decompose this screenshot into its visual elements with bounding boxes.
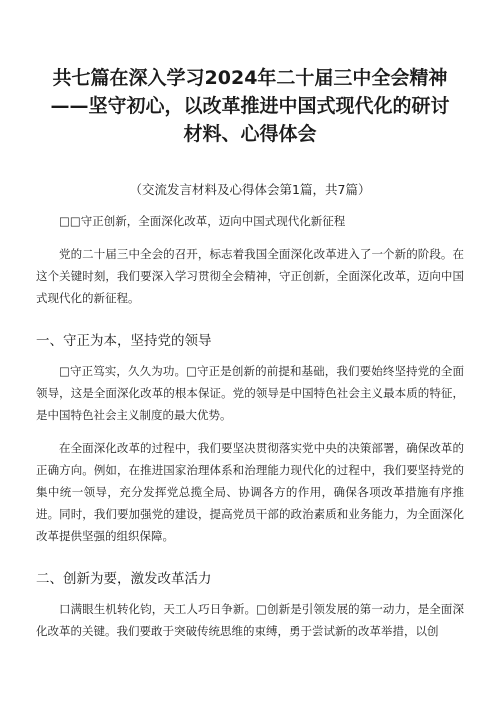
intro-heading: □□守正创新，全面深化改革，迈向中国式现代化新征程 xyxy=(59,214,346,228)
section-1-paragraph-2: 在全面深化改革的过程中，我们要坚决贯彻落实党中央的决策部署，确保改革的正确方向。例如，在推进国家治理体系和治理能力现代化的过程中，我们要坚持党的集中统一领导，充分发挥党总揽全局、协调各方的作用，确保各项改革措施有序推进。同时，我们要加强党的建设，提高党员干部的政治素质和业务能力，为全面深化改革提供坚强的组织保障。 xyxy=(36,441,464,543)
document-title: 共七篇在深入学习2024年二十届三中全会精神——坚守初心，以改革推进中国式现代化的研讨材料、心得体会 xyxy=(50,67,450,145)
section-1-paragraph-1: □守正笃实，久久为功。□守正是创新的前提和基础，我们要始终坚持党的全面领导，这是全面深化改革的根本保证。党的领导是中国特色社会主义最本质的特征，是中国特色社会主义制度的最大优势。 xyxy=(36,364,464,422)
section-2-paragraph-1: 口满眼生机转化钧，天工人巧日争新。□创新是引领发展的第一动力，是全面深化改革的关键。我们要敢于突破传统思维的束缚，勇于尝试新的改革举措，以创 xyxy=(36,602,464,638)
document-subtitle: （交流发言材料及心得体会第1篇，共7篇） xyxy=(129,182,371,197)
section-2-heading: 二、创新为要，激发改革活力 xyxy=(36,571,212,587)
section-1-heading: 一、守正为本，坚持党的领导 xyxy=(36,333,212,349)
intro-paragraph: 党的二十届三中全会的召开，标志着我国全面深化改革进入了一个新的阶段。在这个关键时刻，我们要深入学习贯彻全会精神，守正创新，全面深化改革，迈向中国式现代化的新征程。 xyxy=(36,247,464,305)
